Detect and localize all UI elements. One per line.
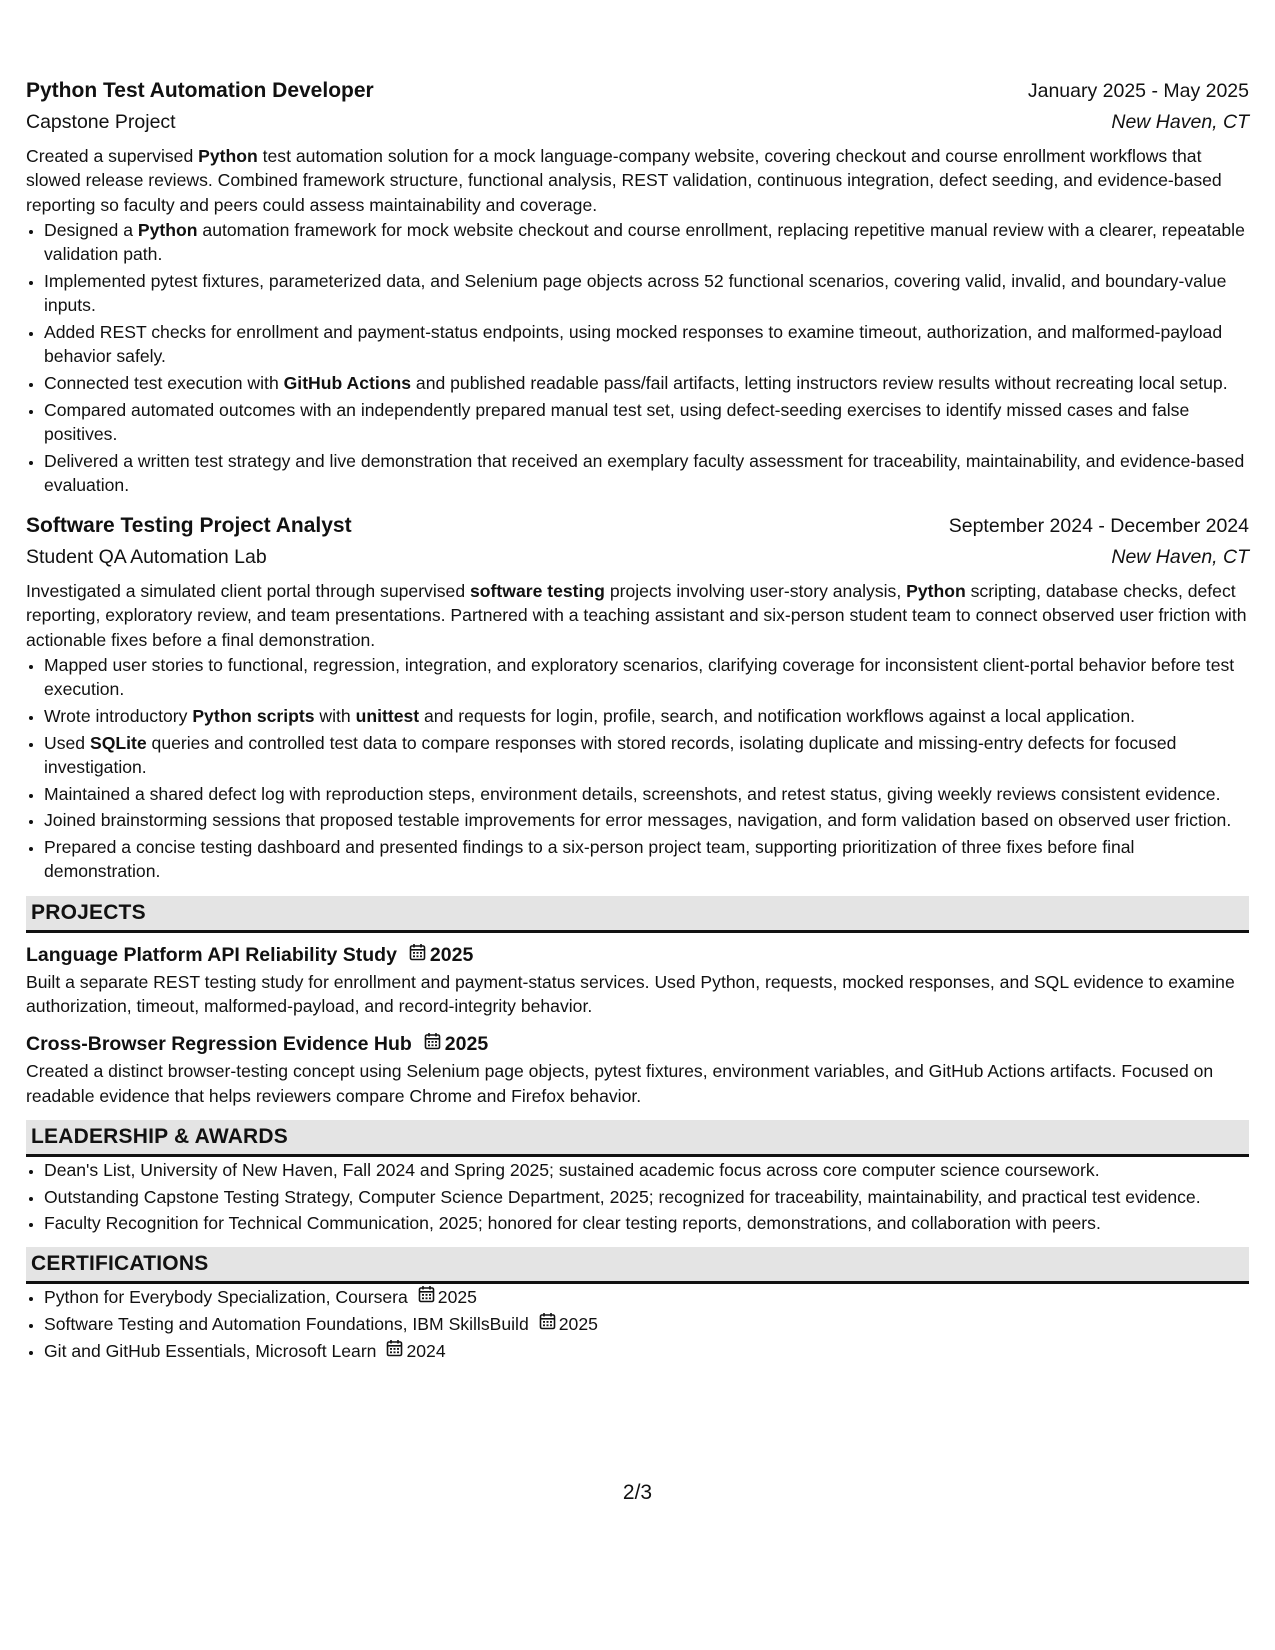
certification-year: 2024 [406, 1340, 446, 1361]
section-heading-projects: PROJECTS [26, 896, 1249, 933]
bold-term: software testing [470, 581, 605, 602]
project-name: Cross-Browser Regression Evidence Hub [26, 1033, 412, 1056]
awards-list [26, 1158, 1249, 1236]
bold-term: Python [137, 219, 198, 240]
section-heading-certifications: CERTIFICATIONS [26, 1247, 1249, 1284]
certification-year: 2025 [558, 1314, 598, 1335]
certification-entry [44, 1312, 1249, 1336]
certifications-list [26, 1285, 1249, 1363]
project-header [26, 941, 1249, 969]
job-title: Software Testing Project Analyst [26, 514, 352, 538]
list-item: • Compared automated outcomes with an independently prepared manual test set, using defect-seeding exercises to identify missed cases and false positives. [44, 398, 1249, 447]
bold-term: Python [906, 581, 966, 602]
calendar-icon [424, 1030, 441, 1058]
job-subheader [26, 106, 1249, 138]
page-number: 2/3 [622, 1481, 653, 1504]
bold-term: unittest [355, 705, 420, 726]
project-entry [26, 941, 1249, 1019]
certification-name: • Software Testing and Automation Foundations, IBM SkillsBuild [44, 1314, 529, 1335]
calendar-icon [409, 941, 426, 969]
job-summary: Investigated a simulated client portal through supervised software testing projects involving user-story analysis, Python scripting, database checks, defect reporting, exploratory review, and team presentations. Partnered with a teaching assistant and six-person student team to connect observed user friction with actionable fixes before a final demonstration. [26, 581, 1247, 650]
bold-term: Python scripts [192, 705, 315, 726]
job-summary: Created a supervised Python test automation solution for a mock language-company website, covering checkout and course enrollment workflows that slowed release reviews. Combined framework structure, functional analysis, REST validation, continuous integration, defect seeding, and evidence-based reporting so faculty and peers could assess maintainability and coverage. [26, 146, 1222, 215]
certification-year: 2025 [437, 1287, 477, 1308]
list-item: • Prepared a concise testing dashboard and presented findings to a six-person project team, supporting prioritization of three fixes before final demonstration. [44, 835, 1249, 884]
list-item: • Used SQLite queries and controlled test data to compare responses with stored records, isolating duplicate and missing-entry defects for focused investigation. [44, 731, 1249, 780]
list-item: • Delivered a written test strategy and live demonstration that received an exemplary faculty assessment for traceability, maintainability, and evidence-based evaluation. [44, 449, 1249, 498]
project-year: 2025 [444, 1033, 489, 1056]
project-entry [26, 1030, 1249, 1108]
list-item [44, 1312, 1249, 1336]
job-dates: September 2024 - December 2024 [948, 515, 1249, 538]
certification-name: • Git and GitHub Essentials, Microsoft Learn [44, 1340, 377, 1361]
list-item [44, 1339, 1249, 1363]
list-item: • Connected test execution with GitHub Actions and published readable pass/fail artifacts, letting instructors review results without recreating local setup. [44, 371, 1249, 395]
calendar-icon [539, 1312, 556, 1336]
bold-term: Python [198, 146, 258, 166]
job-organization: Student QA Automation Lab [26, 546, 267, 569]
project-header [26, 1030, 1249, 1058]
certification-entry [44, 1339, 1249, 1363]
list-item: • Faculty Recognition for Technical Communication, 2025; honored for clear testing reports, demonstrations, and collaboration with peers. [44, 1211, 1249, 1235]
calendar-icon [386, 1339, 403, 1363]
list-item: • Added REST checks for enrollment and payment-status endpoints, using mocked responses to examine timeout, authorization, and malformed-payload behavior safely. [44, 320, 1249, 369]
calendar-icon [418, 1285, 435, 1309]
list-item: • Dean's List, University of New Haven, Fall 2024 and Spring 2025; sustained academic focus across core computer science coursework. [44, 1158, 1249, 1182]
project-year: 2025 [429, 943, 474, 966]
job-title: Python Test Automation Developer [26, 79, 374, 102]
project-description: Created a distinct browser-testing concept using Selenium page objects, pytest fixtures, environment variables, and GitHub Actions artifacts. Focused on readable evidence that helps reviewers compare Chrome and Firefox behavior. [26, 1061, 1214, 1106]
job-bullets [26, 653, 1249, 884]
certification-name: • Python for Everybody Specialization, Coursera [44, 1287, 408, 1308]
job-organization: Capstone Project [26, 111, 176, 133]
resume-page [26, 76, 1249, 1366]
job-location: New Haven, CT [1111, 111, 1249, 133]
list-item: • Wrote introductory Python scripts with unittest and requests for login, profile, search, and notification workflows against a local application. [44, 704, 1249, 728]
job-location: New Haven, CT [1111, 546, 1249, 569]
section-heading-awards: LEADERSHIP & AWARDS [26, 1120, 1249, 1157]
project-name: Language Platform API Reliability Study [26, 943, 397, 966]
job-header [26, 511, 1249, 541]
list-item: • Outstanding Capstone Testing Strategy, Computer Science Department, 2025; recognized for traceability, maintainability, and practical test evidence. [44, 1185, 1249, 1209]
job-dates: January 2025 - May 2025 [1027, 80, 1249, 102]
project-description: Built a separate REST testing study for enrollment and payment-status services. Used Python, requests, mocked responses, and SQL evidence to examine authorization, timeout, malformed-payload, and record-integrity behavior. [26, 971, 1235, 1016]
list-item: • Mapped user stories to functional, regression, integration, and exploratory scenarios, clarifying coverage for inconsistent client-portal behavior before test execution. [44, 653, 1249, 702]
list-item: • Joined brainstorming sessions that proposed testable improvements for error messages, navigation, and form validation based on observed user friction. [44, 808, 1249, 832]
certification-entry [44, 1285, 1249, 1309]
bold-term: SQLite [89, 732, 147, 753]
list-item [44, 1285, 1249, 1309]
job-bullets [26, 218, 1249, 497]
list-item: • Implemented pytest fixtures, parameterized data, and Selenium page objects across 52 functional scenarios, covering valid, invalid, and boundary-value inputs. [44, 269, 1249, 318]
job-entry [26, 511, 1249, 884]
list-item: • Maintained a shared defect log with reproduction steps, environment details, screenshots, and retest status, giving weekly reviews consistent evidence. [44, 782, 1249, 806]
bold-term: GitHub Actions [283, 372, 412, 393]
list-item: • Designed a Python automation framework for mock website checkout and course enrollment, replacing repetitive manual review with a clearer, repeatable validation path. [44, 218, 1249, 267]
job-subheader [26, 541, 1249, 573]
job-header [26, 76, 1249, 106]
job-entry [26, 76, 1249, 497]
